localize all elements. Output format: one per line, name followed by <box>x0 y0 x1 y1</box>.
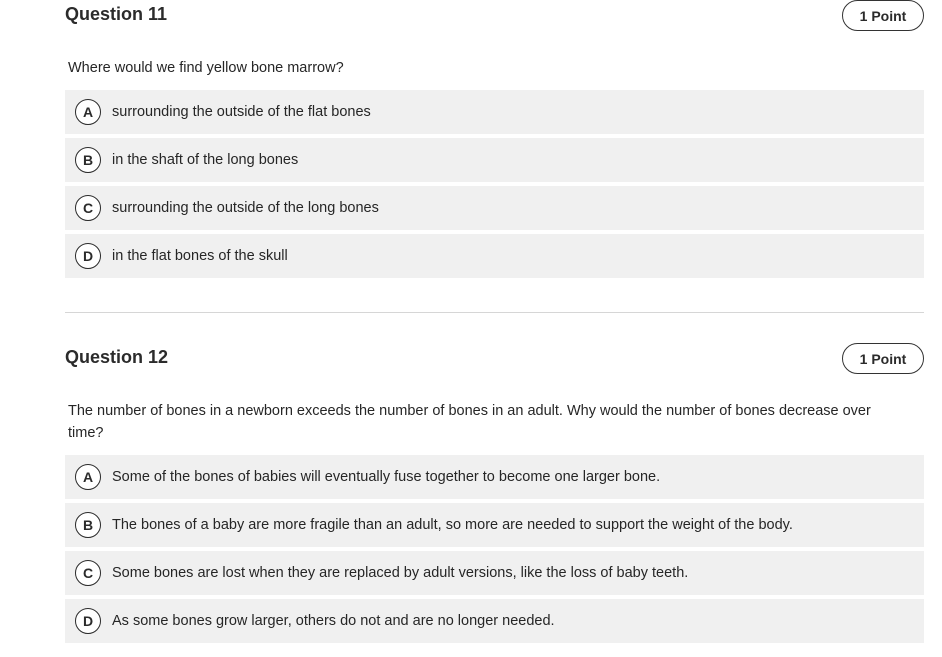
option-text: in the flat bones of the skull <box>112 248 288 264</box>
option-text: Some bones are lost when they are replaced by adult versions, like the loss of baby teeth. <box>112 565 689 581</box>
option-letter-b: B <box>75 147 101 173</box>
points-badge: 1 Point <box>842 343 924 374</box>
question-divider <box>65 312 924 313</box>
option-text: The bones of a baby are more fragile than an adult, so more are needed to support the weight of the body. <box>112 517 793 533</box>
option-text: As some bones grow larger, others do not and are no longer needed. <box>112 613 555 629</box>
option-a[interactable] <box>65 90 924 134</box>
option-letter-b: B <box>75 512 101 538</box>
option-letter-c: C <box>75 195 101 221</box>
question-11 <box>65 0 924 264</box>
option-c[interactable] <box>65 186 924 230</box>
question-title: Question 11 <box>65 4 168 24</box>
question-header <box>65 343 924 375</box>
question-header <box>65 0 924 32</box>
points-badge: 1 Point <box>842 0 924 31</box>
options-list <box>65 455 924 647</box>
question-title: Question 12 <box>65 347 169 367</box>
options-list <box>65 90 924 282</box>
option-c[interactable] <box>65 551 924 595</box>
option-letter-c: C <box>75 560 101 586</box>
question-text: Where would we find yellow bone marrow? <box>68 60 344 76</box>
option-d[interactable] <box>65 234 924 278</box>
option-letter-a: A <box>75 464 101 490</box>
option-b[interactable] <box>65 138 924 182</box>
option-text: Some of the bones of babies will eventually fuse together to become one larger bone. <box>112 469 661 485</box>
question-12 <box>65 343 924 629</box>
option-d[interactable] <box>65 599 924 643</box>
option-text: in the shaft of the long bones <box>112 152 299 168</box>
option-text: surrounding the outside of the flat bones <box>112 104 371 120</box>
option-b[interactable] <box>65 503 924 547</box>
option-letter-d: D <box>75 243 101 269</box>
option-text: surrounding the outside of the long bones <box>112 200 379 216</box>
option-letter-a: A <box>75 99 101 125</box>
option-a[interactable] <box>65 455 924 499</box>
option-letter-d: D <box>75 608 101 634</box>
question-text: The number of bones in a newborn exceeds the number of bones in an adult. Why would the number of bones decrease over time? <box>68 403 871 441</box>
